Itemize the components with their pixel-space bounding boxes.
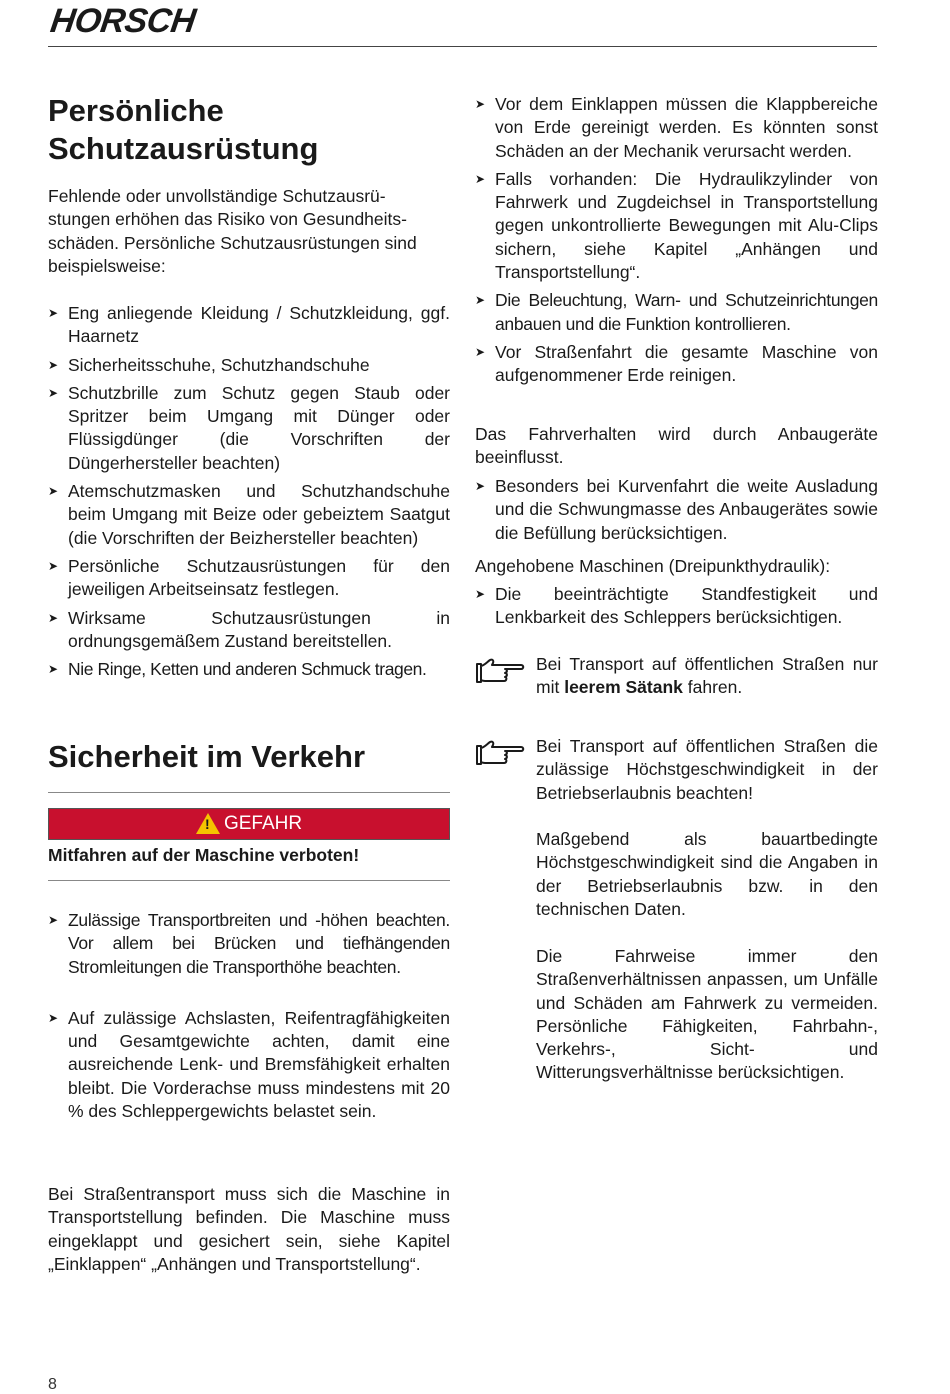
bullet-arrow-icon: ➤ [48, 662, 58, 677]
intro-line: schäden. Persönliche Schutzausrüstungen sind [48, 232, 417, 253]
danger-bottom-divider [48, 880, 450, 881]
heading-line-2: Schutzausrüstung [48, 131, 319, 166]
pointing-hand-icon [475, 738, 525, 768]
header-divider [48, 46, 877, 47]
bullet-arrow-icon: ➤ [475, 479, 486, 493]
list-item: ➤ Vor Straßenfahrt die gesamte Maschine von aufgenommener Erde reinigen. [475, 341, 878, 386]
heading-traffic-safety: Sicherheit im Verkehr [48, 739, 366, 774]
note-empty-tank: Bei Transport auf öffentlichen Straßen nur mit leerem Sätank fahren. [536, 654, 878, 698]
list-item: ➤ Wirksame Schutzausrüstungen in ordnungsgemäßem Zustand bereitstellen. [48, 607, 450, 651]
bullet-arrow-icon: ➤ [475, 587, 486, 601]
heading-line-1: Persönliche [48, 93, 224, 128]
list-item: ➤ Nie Ringe, Ketten und anderen Schmuck tragen. [48, 658, 450, 681]
note-driving-style: Die Fahrweise immer den Straßenverhältnissen anpassen, um Unfälle und Schäden am Fahrwerk zu vermeiden. Persönliche Fähigkeiten, Fahrbahn-, Verkehrs-, Sicht- und Witterungsverhältnisse berücksichtigen. [536, 946, 878, 1083]
danger-top-divider [48, 792, 450, 793]
list-item: ➤ Falls vorhanden: Die Hydraulikzylinder von Fahrwerk und Zugdeichsel in Transportstellung gegen unkontrollierte Bewegungen mit Alu-Clips sichern, siehe Kapitel „Anhängen und Transportstellung“. [475, 168, 878, 283]
list-item: ➤ Die beeinträchtigte Standfestigkeit und Lenkbarkeit des Schleppers berücksichtigen. [475, 584, 878, 628]
danger-message: Mitfahren auf der Maschine verboten! [48, 845, 360, 865]
closing-paragraph: Bei Straßentransport muss sich die Maschine in Transportstellung befinden. Die Maschine muss eingeklappt und gesichert sein, siehe Kapitel „Einklappen“ „Anhängen und Transportstellung“. [48, 1184, 450, 1274]
bullet-arrow-icon: ➤ [475, 293, 485, 308]
bullet-arrow-icon: ➤ [48, 484, 59, 499]
intro-line: beispielsweise: [48, 255, 166, 276]
list-item: ➤ Eng anliegende Kleidung / Schutzkleidung, ggf. Haarnetz [48, 303, 450, 347]
note-design-speed: Maßgebend als bauartbedingte Höchstgeschwindigkeit sind die Angaben in der Betriebserlaubnis bzw. in den technischen Daten. [536, 829, 878, 919]
warning-triangle-icon: ! [196, 813, 220, 834]
bullet-arrow-icon: ➤ [48, 357, 59, 372]
stability-list [475, 583, 878, 630]
driving-behavior-text: Das Fahrverhalten wird durch Anbaugeräte beeinflusst. [475, 424, 878, 468]
danger-label: GEFAHR [223, 813, 303, 834]
note-max-speed: Bei Transport auf öffentlichen Straßen die zulässige Höchstgeschwindigkeit in der Betriebserlaubnis beachten! [536, 736, 878, 803]
bullet-arrow-icon: ➤ [48, 913, 58, 927]
bold-empty-tank: leerem Sätank [564, 677, 683, 698]
list-item: ➤ Auf zulässige Achslasten, Reifentragfähigkeiten und Gesamtgewichte achten, damit eine ausreichende Lenk- und Bremsfähigkeit erhalten bleibt. Die Vorderachse muss mindestens mit 20 % des Schleppergewichts belastet sein. [48, 1007, 450, 1122]
list-item: ➤ Die Beleuchtung, Warn- und Schutzeinrichtungen anbauen und die Funktion kontrollieren. [475, 290, 878, 334]
bullet-arrow-icon: ➤ [48, 306, 59, 320]
horsch-logo: HORSCH [48, 2, 198, 40]
folding-list [475, 93, 878, 388]
pointing-hand-icon [475, 656, 525, 686]
bullet-arrow-icon: ➤ [48, 1010, 59, 1025]
heading-personal-protection [48, 92, 318, 168]
bullet-arrow-icon: ➤ [48, 385, 59, 400]
bullet-arrow-icon: ➤ [475, 344, 486, 359]
page-number: 8 [48, 1376, 57, 1393]
bullet-arrow-icon: ➤ [475, 97, 486, 111]
bullet-arrow-icon: ➤ [48, 610, 59, 625]
list-item: ➤ Vor dem Einklappen müssen die Klappbereiche von Erde gereinigt werden. Es könnten sonst Schäden an der Mechanik verursacht werden. [475, 94, 878, 161]
cornering-list [475, 475, 878, 545]
list-item: ➤ Schutzbrille zum Schutz gegen Staub oder Spritzer beim Umgang mit Dünger oder Flüssigdünger (die Vorschriften der Düngerhersteller beachten) [48, 382, 450, 473]
bullet-arrow-icon: ➤ [48, 558, 59, 573]
list-item: ➤ Sicherheitsschuhe, Schutzhandschuhe [48, 354, 450, 377]
list-item: ➤ Besonders bei Kurvenfahrt die weite Ausladung und die Schwungmasse des Anbaugerätes sowie die Befüllung berücksichtigen. [475, 476, 878, 543]
bullet-arrow-icon: ➤ [475, 171, 486, 186]
list-item: ➤ Persönliche Schutzausrüstungen für den jeweiligen Arbeitseinsatz festlegen. [48, 555, 450, 600]
intro-paragraph [48, 185, 450, 278]
danger-banner [48, 808, 450, 840]
intro-line: stungen erhöhen das Risiko von Gesundheits- [48, 209, 407, 230]
intro-line: Fehlende oder unvollständige Schutzausrü- [48, 186, 386, 206]
list-item: ➤ Zulässige Transportbreiten und -höhen beachten. Vor allem bei Brücken und tiefhängenden Stromleitungen die Transporthöhe beachten. [48, 910, 450, 977]
transport-list [48, 909, 450, 1123]
lifted-machines-text: Angehobene Maschinen (Dreipunkthydraulik): [475, 556, 831, 576]
protection-list [48, 302, 450, 681]
list-item: ➤ Atemschutzmasken und Schutzhandschuhe beim Umgang mit Beize oder gebeiztem Saatgut (die Vorschriften der Beizhersteller beachten) [48, 481, 450, 548]
